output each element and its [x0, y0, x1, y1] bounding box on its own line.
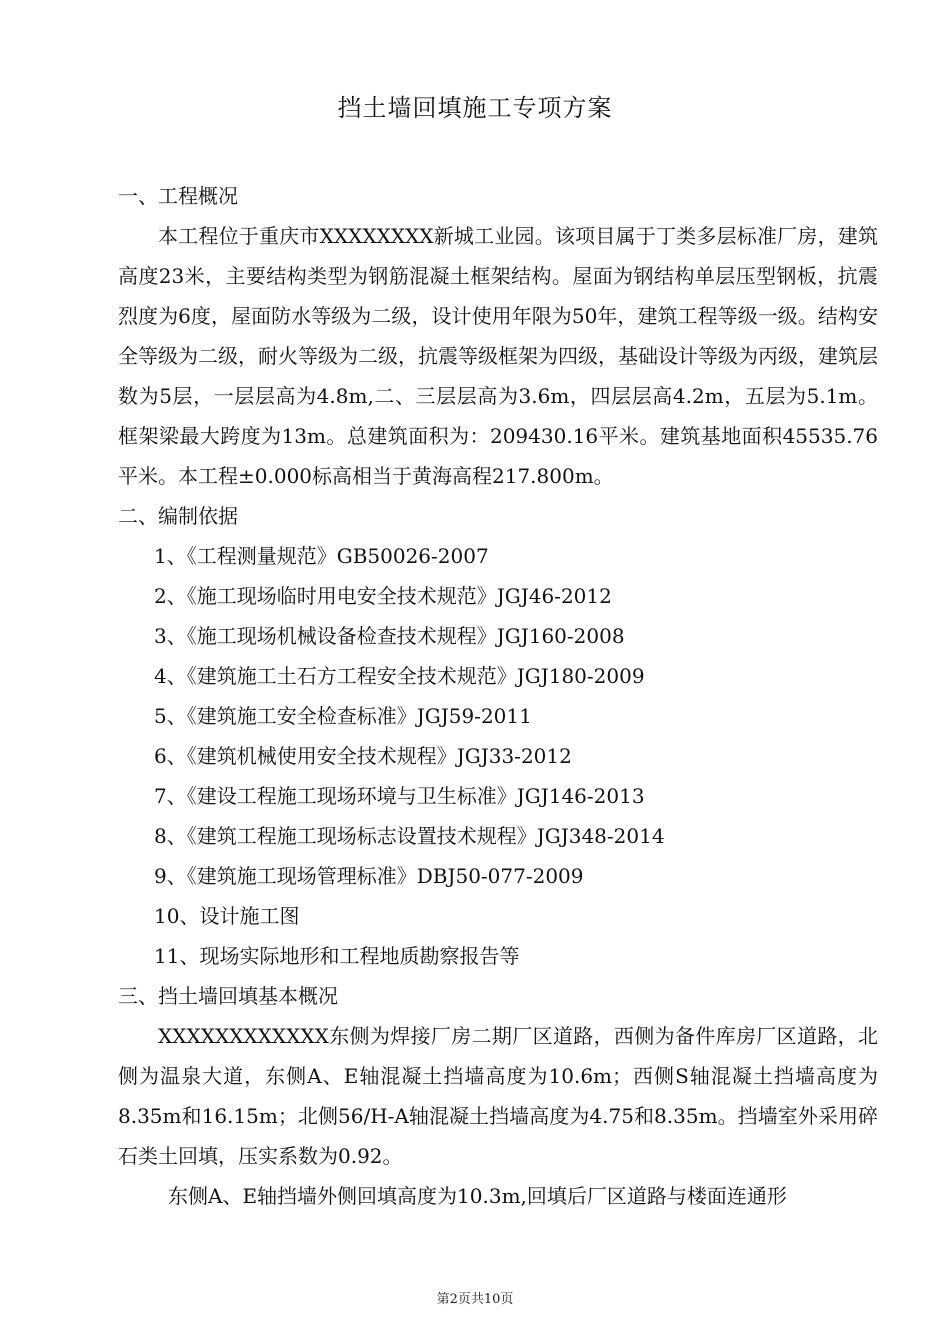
list-item: 8、《建筑工程施工现场标志设置技术规程》JGJ348-2014: [154, 824, 665, 848]
document-title: 挡土墙回填施工专项方案: [337, 94, 613, 122]
list-item: 3、《施工现场机械设备检查技术规程》JGJ160-2008: [154, 624, 625, 648]
section-heading-overview: 一、工程概况: [118, 184, 238, 208]
page-number-footer: 第2页共10页: [436, 1292, 514, 1307]
list-item: 9、《建筑施工现场管理标准》DBJ50-077-2009: [154, 864, 584, 888]
list-item: 6、《建筑机械使用安全技术规程》JGJ33-2012: [154, 744, 572, 768]
retaining-wall-paragraph-continued: 东侧A、E轴挡墙外侧回填高度为10.3m,回填后厂区道路与楼面连通形: [168, 1184, 787, 1208]
list-item: 7、《建设工程施工现场环境与卫生标准》JGJ146-2013: [154, 784, 645, 808]
section-heading-retaining-wall: 三、挡土墙回填基本概况: [118, 984, 338, 1008]
retaining-wall-paragraph: XXXXXXXXXXXX东侧为焊接厂房二期厂区道路，西侧为备件库房厂区道路，北侧为温泉大道，东侧A、E轴混凝土挡墙高度为10.6m；西侧S轴混凝土挡墙高度为8.35m和16.15m；北侧56/H-A轴混凝土挡墙高度为4.75和8.35m。挡墙室外采用碎石类土回填，压实系数为0.92。: [118, 1024, 878, 1168]
document-body: [118, 176, 878, 1216]
list-item: 4、《建筑施工土石方工程安全技术规范》JGJ180-2009: [154, 664, 645, 688]
overview-paragraph: 本工程位于重庆市XXXXXXXX新城工业园。该项目属于丁类多层标准厂房，建筑高度23米，主要结构类型为钢筋混凝土框架结构。屋面为钢结构单层压型钢板，抗震烈度为6度，屋面防水等级为二级，设计使用年限为50年，建筑工程等级一级。结构安全等级为二级，耐火等级为二级，抗震等级框架为四级，基础设计等级为丙级，建筑层数为5层，一层层高为4.8m,二、三层层高为3.6m，四层层高4.2m，五层为5.1m。框架梁最大跨度为13m。总建筑面积为：209430.16平米。建筑基地面积45535.76平米。本工程±0.000标高相当于黄海高程217.800m。: [118, 224, 878, 488]
basis-list: [118, 536, 878, 976]
section-heading-basis: 二、编制依据: [118, 504, 238, 528]
list-item: 1、《工程测量规范》GB50026-2007: [154, 544, 489, 568]
list-item: 11、现场实际地形和工程地质勘察报告等: [154, 944, 520, 968]
list-item: 5、《建筑施工安全检查标准》JGJ59-2011: [154, 704, 532, 728]
list-item: 2、《施工现场临时用电安全技术规范》JGJ46-2012: [154, 584, 612, 608]
list-item: 10、设计施工图: [154, 904, 300, 928]
